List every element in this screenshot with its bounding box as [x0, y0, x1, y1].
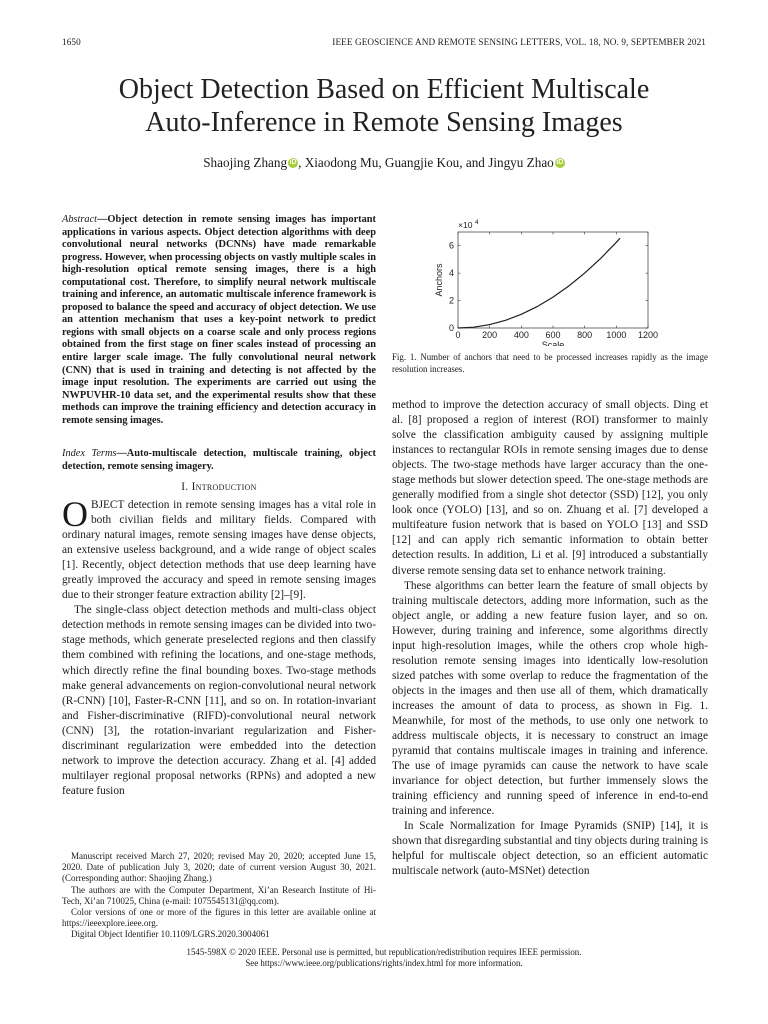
drop-cap: O — [62, 494, 88, 534]
y-tick-label: 2 — [448, 295, 454, 306]
index-terms — [62, 448, 376, 473]
author-list — [40, 155, 728, 171]
y-tick-label: 6 — [448, 240, 454, 251]
introduction-text — [62, 494, 376, 799]
y-tick-label: 4 — [448, 268, 454, 279]
footnote-doi: Digital Object Identifier 10.1109/LGRS.2020.3004061 — [71, 929, 270, 940]
right-paragraph-2: These algorithms can better learn the feature of small objects by training multiscale detectors, adding more information, such as the object angle, or adding a new feature fusion layer, and so on. However, during training and inference, some algorithms directly input high-resolution images, while the others crop whole high-resolution remote sensing images into identically low-resolution sized patches with some overlap to reduce the fragmentation of the objects in the images and then use all of them, which dramatically increases the amount of data to process, as shown in Fig. 1. Meanwhile, for most of the methods, to use only one network to address multiscale objects, it is necessary to construct an image pyramid that contains multiscale images in training and inference. The use of image pyramids can cause the network to have scale invariance for object detection, but further immensely slows the training efficiency and running speed of inference in end-to-end training and inference. — [392, 579, 708, 818]
footnote-affiliation: The authors are with the Computer Department, Xi’an Research Institute of Hi-Tech, Xi’an 710025, China (e-mail: 1075545131@qq.com). — [62, 884, 376, 906]
figure-1-chart — [434, 216, 670, 346]
index-terms-label: Index Terms — [62, 448, 117, 459]
footnote-color: Color versions of one or more of the figures in this letter are available online at https://ieeexplore.ieee.org. — [62, 907, 376, 929]
x-tick-label: 1000 — [606, 330, 627, 340]
y-tick-label: 0 — [448, 323, 454, 333]
journal-info: IEEE GEOSCIENCE AND REMOTE SENSING LETTERS, VOL. 18, NO. 9, SEPTEMBER 2021 — [332, 37, 706, 47]
abstract-text: —Object detection in remote sensing images has important applications in various aspects. Object detection algorithms with deep convolutional neural networks (DCNNs) have made remarkable progress. However, when processing objects on vastly multiple scales in high-resolution optical remote sensing images, there is a high computational cost. Therefore, to simplify neural network multiscale training and inference, an automatic multiscale inference framework is proposed to balance the speed and accuracy of object detection. We use an attention mechanism that uses a key-point network to predict regions with small objects on a coarse scale and only process regions obtained from the first stage on finer scales instead of processing an entire larger scale image. The fully convolutional neural network (CNN) that is used in training and detecting is not affected by the image input resolution. The experiments are carried out using the NWPUVHR-10 data set, and the experimental results show that these methods can improve the training efficiency and detection accuracy in remote sensing images. — [62, 214, 376, 426]
footnotes — [62, 851, 376, 941]
section-heading: I. Introduction — [181, 481, 257, 493]
x-tick-label: 1200 — [637, 330, 659, 340]
x-tick-label: 800 — [577, 330, 593, 340]
anchors-chart — [434, 216, 670, 346]
x-tick-label: 0 — [455, 330, 461, 340]
copyright-line-2: See https://www.ieee.org/publications/rights/index.html for more information. — [245, 958, 523, 969]
abstract-label: Abstract — [62, 214, 98, 225]
footnote-manuscript: Manuscript received March 27, 2020; revised May 20, 2020; accepted June 15, 2020. Date of publication July 3, 2020; date of current version August 30, 2021. (Corresponding author: Shaojing Zhang.) — [62, 851, 376, 884]
anchors-series-line — [458, 238, 620, 328]
x-tick-label: 400 — [513, 330, 529, 340]
orcid-icon[interactable]: iD — [556, 159, 564, 166]
right-paragraph-1: method to improve the detection accuracy of small objects. Ding et al. [8] proposed a region of interest (ROI) transformer to mainly solve the classification ambiguity caused by assigning multiple instances to rectangular ROIs in remote sensing images due to dense objects. The two-stage methods have larger accuracy than the one-stage methods but slower detection speed. The one-stage methods are generally modified from a single shot detector (SSD) [12], you only look once (YOLO) [13], and so on. Zhuang et al. [7] developed a multifeature fusion network that is based on YOLO [13] and SSD [12] and can apply rich semantic information to obtain better detection results. In addition, Li et al. [9] introduced a substantially diverse remote sensing data set to enhance network training. — [392, 399, 708, 577]
x-tick-label: 200 — [482, 330, 498, 340]
paper-title — [40, 73, 728, 139]
y-multiplier-exponent: 4 — [475, 219, 479, 226]
title-line-1: Object Detection Based on Efficient Multiscale — [118, 74, 650, 105]
y-multiplier: ×10 — [458, 220, 473, 230]
index-terms-text: —Auto-multiscale detection, multiscale training, object detection, remote sensing imagery. — [62, 448, 376, 472]
abstract — [62, 214, 376, 427]
authors-rest: , Xiaodong Mu, Guangjie Kou, and Jingyu Zhao — [298, 155, 554, 170]
title-line-2: Auto-Inference in Remote Sensing Images — [145, 107, 623, 138]
right-column-text — [392, 398, 708, 880]
page-number: 1650 — [62, 37, 81, 47]
y-axis-label: Anchors — [434, 263, 444, 297]
figure-1-caption: Fig. 1. Number of anchors that need to be processed increases rapidly as the image resolution increases. — [392, 352, 708, 374]
copyright-line-1: 1545-598X © 2020 IEEE. Personal use is permitted, but republication/redistribution requires IEEE permission. — [186, 947, 582, 957]
right-paragraph-3: In Scale Normalization for Image Pyramids (SNIP) [14], it is shown that disregarding substantial and tiny objects during training is helpful for multiscale object detection, so an efficient automatic multiscale network (auto-MSNet) detection — [392, 820, 709, 878]
x-axis-label: Scale — [541, 340, 565, 346]
author-first: Shaojing Zhang — [203, 155, 288, 170]
x-tick-label: 600 — [545, 330, 561, 340]
plot-frame — [458, 232, 648, 328]
orcid-icon[interactable]: iD — [289, 159, 297, 166]
intro-paragraph-2: The single-class object detection methods and multi-class object detection methods in remote sensing images can be divided into two-stage methods, which generate preselected regions and then classify them combined with refining the locations, and one-stage methods, which directly refine the final bounding boxes. Two-stage methods make general advancements on region-convolutional neural network (R-CNN) [10], Faster-R-CNN [11], and so on. In rotation-invariant and Fisher-discriminative (RIFD)-convolutional neural network (CNN) [3], the rotation-invariant regularization and Fisher-discriminant regularization were embedded into the detection network to improve the detection accuracy. Zhang et al. [4] added multilayer regional proposal networks (RPNs) and adopted a new feature fusion — [62, 604, 376, 797]
copyright-notice — [40, 947, 728, 969]
intro-paragraph-1: BJECT detection in remote sensing images has a vital role in both civilian fields and military fields. Compared with ordinary natural images, remote sensing images have dense objects, an extensive useless background, and a wide range of object scales [1]. Recently, object detection methods that use deep learning have greatly improved the accuracy and speed in remote sensing images due to their stronger feature extraction ability [2]–[9]. — [62, 499, 376, 602]
running-header — [62, 37, 706, 47]
